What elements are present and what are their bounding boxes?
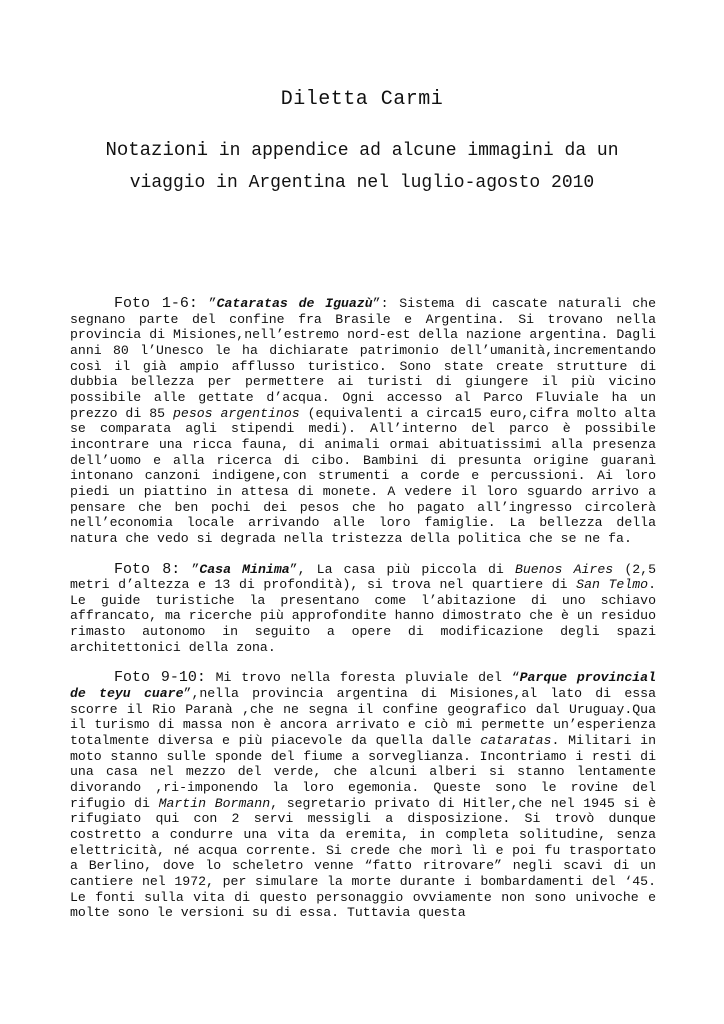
italic-term: Buenos Aires xyxy=(514,561,614,577)
body-text xyxy=(70,296,656,921)
quote-close: ” xyxy=(289,561,298,577)
place-title: Parque provincial de teyu cuare xyxy=(70,670,656,702)
paragraph-text: ,nella provincia argentina di Misiones,al lato di essa scorre il Rio Paranà ,che ne segna il confine geografico dal Uruguay.Qua il turismo di massa non è ancora arrivato e ciò mi permette un’esperienza totalmente diversa e più piacevole da quella dalle xyxy=(70,686,656,749)
photo-label: Foto 1-6: xyxy=(114,295,198,312)
quote-close: ”: xyxy=(372,296,389,311)
paragraph-text: Sistema di cascate naturali che segnano parte del confine fra Brasile e Argentina. Si trovano nella provincia di Misiones,nell’estremo nord-est della nazione argentina. Dagli anni 80 l’Unesco le ha dichiarate patrimonio dell’umanità,incrementando così il già ampio afflusso turistico. Sono state create strutture di dubbia bellezza per permettere ai turisti di giungere il più vicino possibile alle gettate d’acqua. Ogni accesso al Parco Fluviale ha un prezzo di 85 xyxy=(70,296,656,421)
italic-term: Martin Bormann xyxy=(158,795,271,811)
paragraph-text: . Le guide turistiche la presentano come l’abitazione di uno schiavo affrancato, ma ricerche più approfondite hanno dimostrato che è un residuo rimasto autonomo in seguito a opere di modificazione degli spazi architettonici della zona. xyxy=(70,577,656,655)
title-first-word: Notazioni xyxy=(105,139,209,161)
paragraph-foto-8 xyxy=(70,562,656,656)
title-line1-rest: in appendice ad alcune immagini da un xyxy=(218,141,619,161)
paragraph-foto-9-10 xyxy=(70,670,656,921)
italic-term: pesos argentinos xyxy=(173,405,300,421)
paragraph-foto-1-6 xyxy=(70,296,656,547)
paragraph-text: Mi trovo nella foresta pluviale del xyxy=(205,670,512,686)
quote-open: ” xyxy=(191,561,200,577)
place-title: Cataratas de Iguazù xyxy=(216,296,373,311)
place-title: Casa Minima xyxy=(199,561,290,577)
paragraph-text: . Militari in moto stanno sulle sponde del fiume a sorveglianza. Incontriamo i resti di una casa nel mezzo del verde, che alcuni alberi si stanno lentamente divorando ,ri-imponendo la loro egemonia. Queste sono le rovine del rifugio di xyxy=(70,733,656,811)
title-line2: viaggio in Argentina nel luglio-agosto 2010 xyxy=(129,173,595,193)
document-title xyxy=(70,134,654,199)
italic-term: San Telmo xyxy=(576,577,649,593)
paragraph-text: , segretario privato di Hitler,che nel 1945 si è rifugiato qui con 2 servi messigli a disposizione. Si trovò dunque costretto a condurre una vita da eremita, in completa solitudine, senza elettricità, né acqua corrente. Si crede che morì lì e poi fu trasportato a Berlino, dove lo scheletro venne “fatto ritrovare” negli scavi di un cantiere nel 1972, per simulare la morte durante i bombardamenti del ‘45. Le fonti sulla vita di questo personaggio ovviamente non sono univoche e molte sono le versioni su di essa. Tuttavia questa xyxy=(70,795,656,921)
paragraph-text: , La casa più piccola di xyxy=(297,561,515,577)
photo-label: Foto 9-10: xyxy=(114,669,206,687)
paragraph-text: (equivalenti a circa15 euro,cifra molto alta se comparata agli stipendi medi). All’interno del parco è possibile incontrare una ricca fauna, di animali ormai abituatissimi alla presenza dell’uomo e alla ricerca di cibo. Bambini di presunta origine guaranì intonano canzoni indigene,con strumenti a corde e percussioni. Ai loro piedi un piattino in attesa di monete. A vedere il loro sguardo arrivo a pensare che ben pochi dei pesos che ho pagato all’ingresso circolerà nell’economia locale arrivando alle loro famiglie. La bellezza della natura che vedo si degrada nella tristezza della politica che se ne fa. xyxy=(70,405,657,546)
quote-close: ” xyxy=(183,686,192,702)
quote-open: ” xyxy=(208,296,217,311)
italic-term: cataratas xyxy=(480,733,552,749)
photo-label: Foto 8: xyxy=(114,560,181,578)
author-name: Diletta Carmi xyxy=(280,88,444,111)
paragraph-text: (2,5 metri d’altezza e 13 di profondità), si trova nel quartiere di xyxy=(70,561,656,593)
quote-open: “ xyxy=(511,670,520,686)
